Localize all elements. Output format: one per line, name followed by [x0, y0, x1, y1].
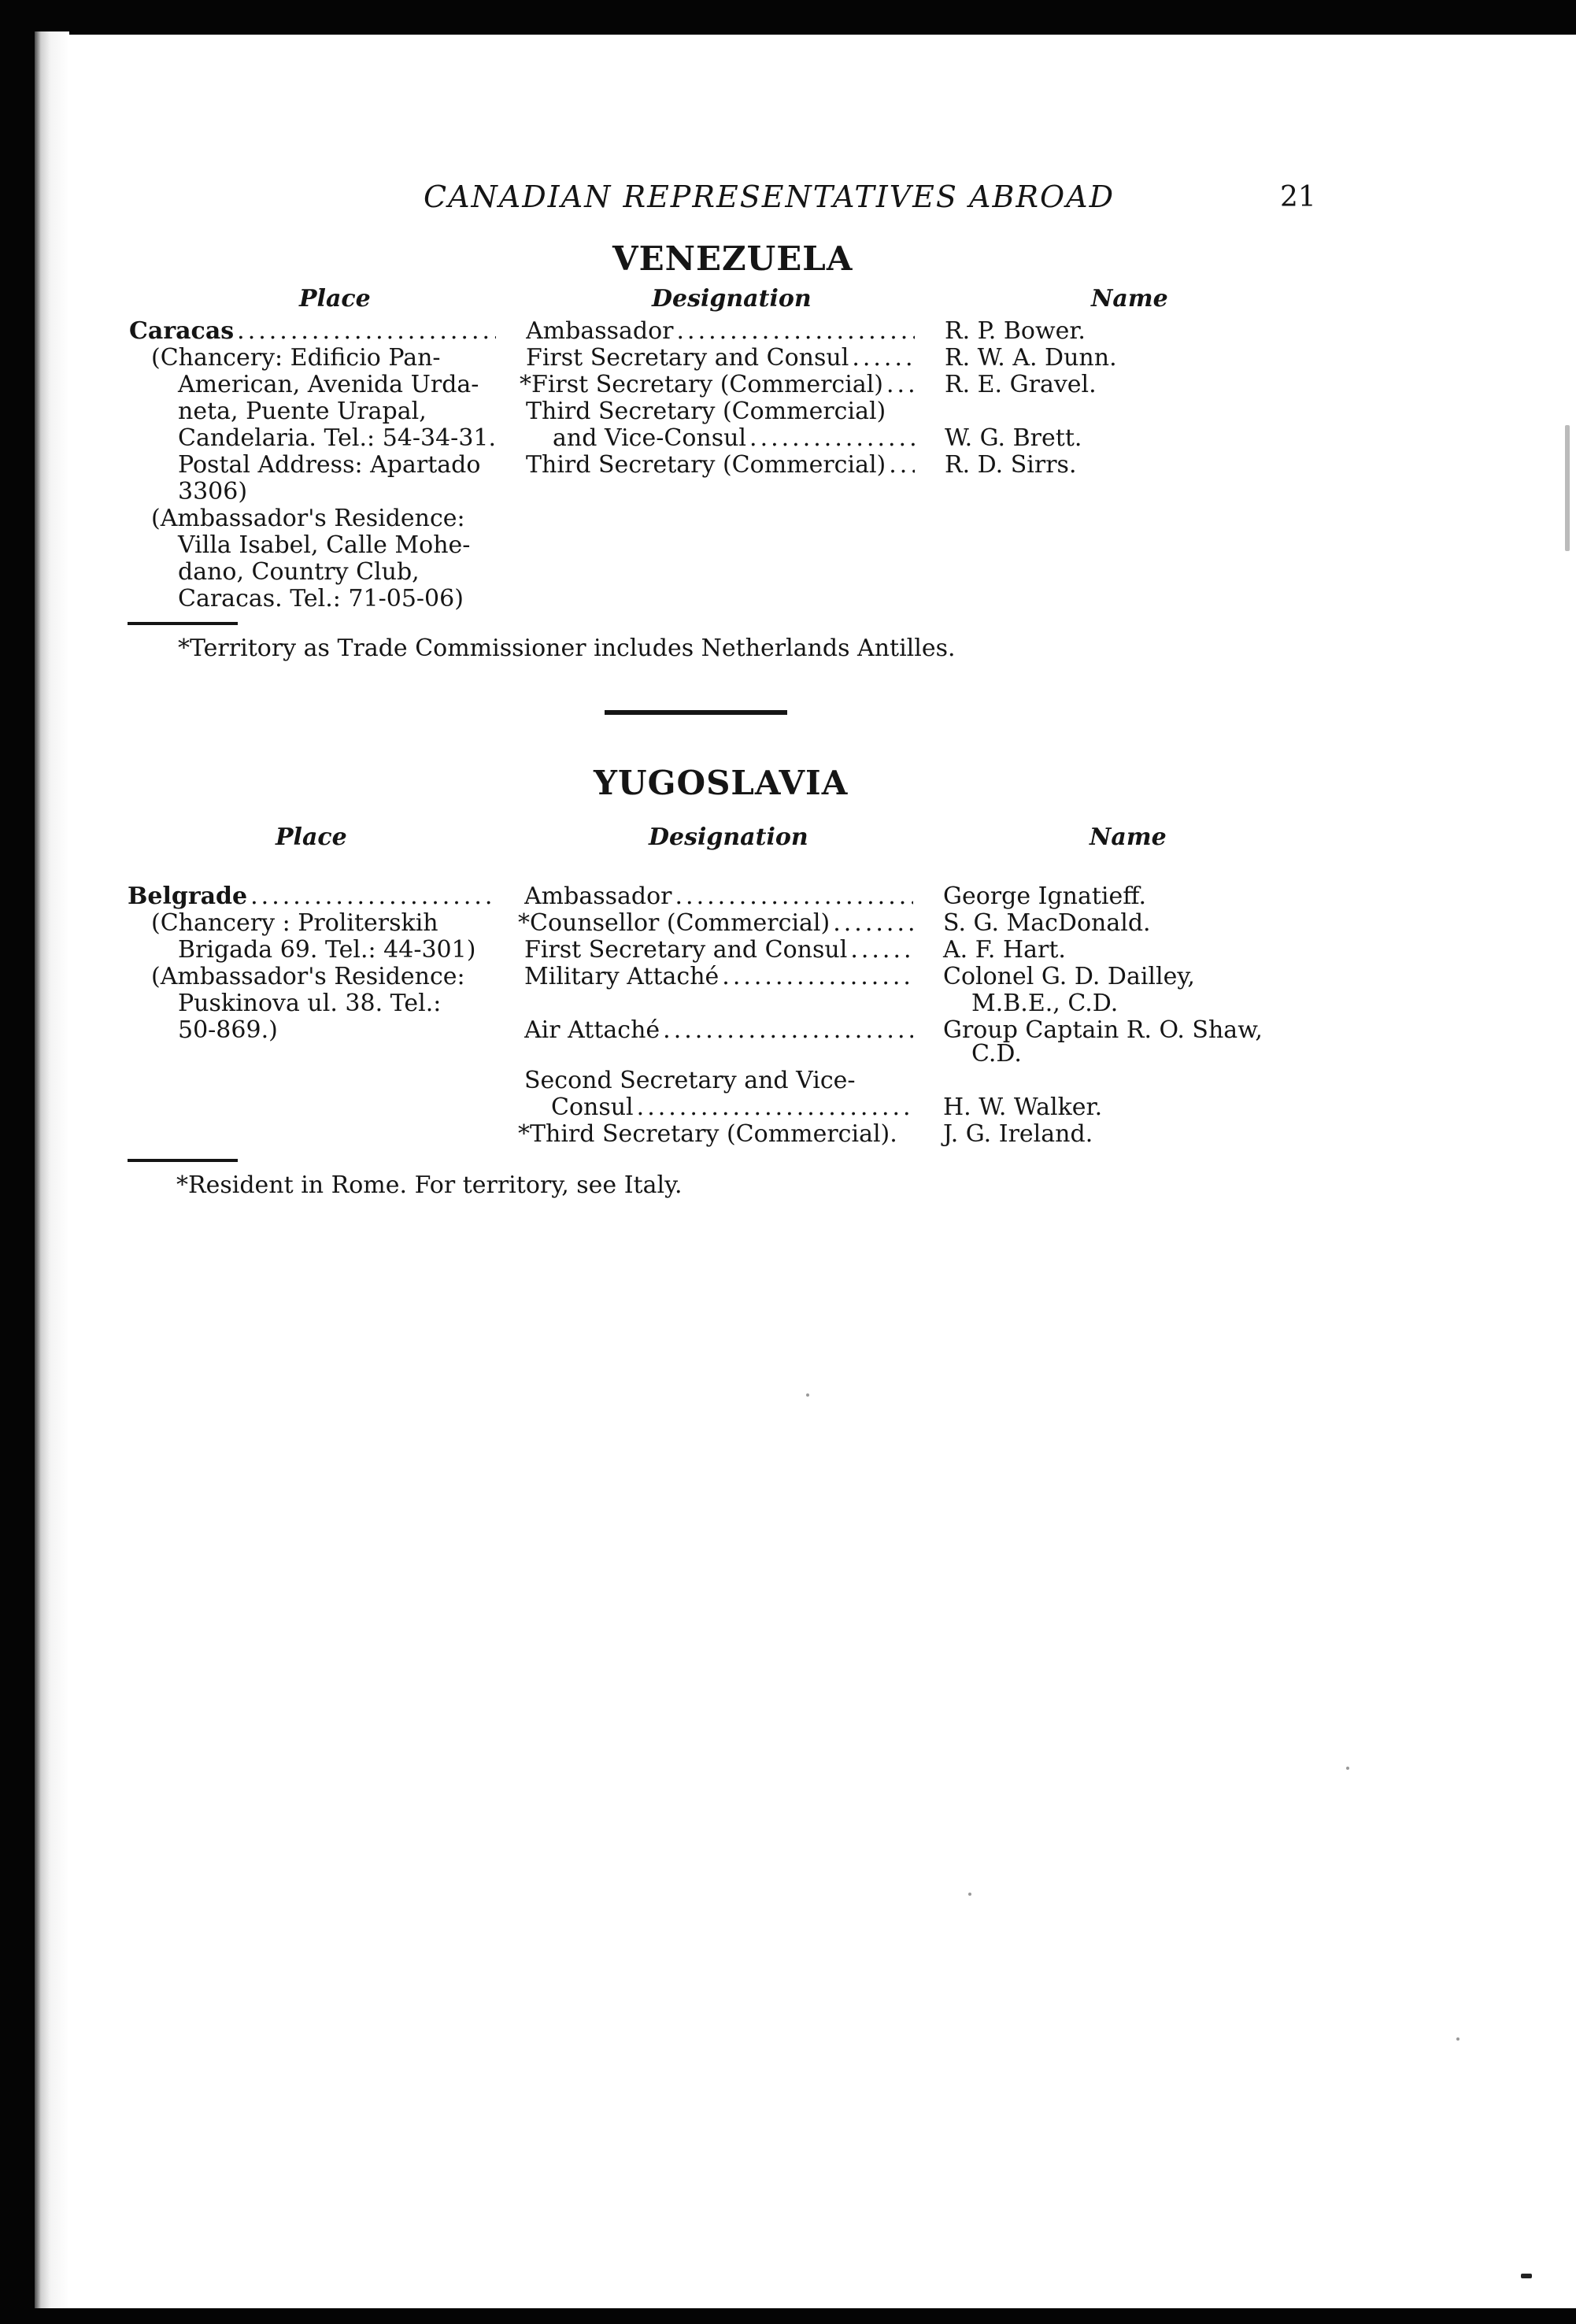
- page-number: 21: [1280, 181, 1316, 213]
- officer-name: W. G. Brett.: [945, 424, 1082, 452]
- section-divider: [605, 710, 787, 715]
- scan-speck: [1521, 2274, 1532, 2278]
- dot-leader: [722, 964, 913, 990]
- officer-name: J. G. Ireland.: [943, 1120, 1093, 1148]
- designation-text: Third Secretary (Commercial): [526, 452, 886, 479]
- place-city-row: [129, 318, 499, 345]
- dot-leader: [833, 910, 913, 937]
- dot-leader: [637, 1094, 913, 1121]
- place-line: 50-869.): [178, 1016, 278, 1044]
- place-line: Candelaria. Tel.: 54-34-31.: [178, 424, 497, 452]
- officer-name: A. F. Hart.: [943, 936, 1066, 964]
- column-header-designation: Designation: [649, 823, 808, 851]
- officer-name: Colonel G. D. Dailley,: [943, 963, 1195, 990]
- place-line: Caracas. Tel.: 71-05-06): [178, 585, 464, 612]
- scan-speck: [968, 1893, 971, 1896]
- designation-text: Consul: [551, 1094, 634, 1121]
- designation-text: *First Secretary (Commercial): [520, 372, 883, 398]
- designation-text: Third Secretary (Commercial): [526, 398, 886, 425]
- place-line: (Chancery : Proliterskih: [151, 909, 438, 937]
- designation-row: [526, 345, 918, 372]
- designation-text: Ambassador: [524, 883, 672, 910]
- designation-row: [524, 964, 916, 990]
- designation-row: [518, 910, 916, 937]
- dot-leader: [889, 452, 915, 479]
- place-line: (Chancery: Edificio Pan-: [151, 344, 441, 372]
- designation-text: *Third Secretary (Commercial).: [518, 1120, 897, 1148]
- dot-leader: [886, 372, 915, 398]
- designation-text: Air Attaché: [524, 1017, 660, 1044]
- column-header-name: Name: [1090, 823, 1167, 851]
- footnote-yugoslavia: *Resident in Rome. For territory, see Italy.: [176, 1171, 683, 1199]
- dot-leader: [675, 883, 914, 910]
- place-line: (Ambassador's Residence:: [151, 505, 465, 532]
- place-line: Brigada 69. Tel.: 44-301): [178, 936, 476, 964]
- designation-row: [524, 1017, 916, 1044]
- designation-text: and Vice-Consul: [553, 425, 747, 452]
- officer-name: R. P. Bower.: [945, 317, 1086, 345]
- dot-leader: [250, 883, 494, 910]
- designation-text: First Secretary and Consul: [524, 937, 848, 964]
- designation-row: [551, 1094, 916, 1121]
- running-title: CANADIAN REPRESENTATIVES ABROAD: [424, 179, 1115, 214]
- column-header-designation: Designation: [652, 285, 812, 313]
- designation-row: [526, 452, 918, 479]
- designation-text: Military Attaché: [524, 964, 720, 990]
- designation-row: [526, 318, 918, 345]
- place-city: Caracas: [129, 318, 235, 345]
- dot-leader: [677, 318, 916, 345]
- officer-name: R. E. Gravel.: [945, 371, 1097, 398]
- designation-text: *Counsellor (Commercial): [518, 910, 831, 937]
- designation-row: [524, 883, 916, 910]
- place-city: Belgrade: [128, 883, 248, 910]
- officer-name: H. W. Walker.: [943, 1094, 1103, 1121]
- footnote-venezuela: *Territory as Trade Commissioner includes Netherlands Antilles.: [178, 635, 956, 662]
- dot-leader: [749, 425, 915, 452]
- scan-speck: [1456, 2037, 1459, 2041]
- designation-row: [520, 372, 918, 398]
- officer-name: R. W. A. Dunn.: [945, 344, 1117, 372]
- officer-name: S. G. MacDonald.: [943, 909, 1151, 937]
- designation-row: [524, 937, 916, 964]
- designation-row: [553, 425, 918, 452]
- scan-speck: [1346, 1767, 1349, 1770]
- place-line: (Ambassador's Residence:: [151, 963, 465, 990]
- place-city-row: [128, 883, 498, 910]
- place-line: Villa Isabel, Calle Mohe-: [178, 531, 471, 559]
- column-header-place: Place: [299, 285, 371, 313]
- designation-text: Second Secretary and Vice-: [524, 1067, 856, 1094]
- place-line: Postal Address: Apartado: [178, 451, 481, 479]
- place-line: 3306): [178, 478, 248, 505]
- officer-name: Group Captain R. O. Shaw,: [943, 1016, 1263, 1044]
- footnote-rule: [128, 1159, 238, 1162]
- dot-leader: [663, 1017, 913, 1044]
- scan-speck: [1565, 425, 1570, 551]
- footnote-rule: [128, 622, 238, 625]
- dot-leader: [852, 345, 915, 372]
- dot-leader: [850, 937, 913, 964]
- place-line: American, Avenida Urda-: [178, 371, 479, 398]
- officer-name: George Ignatieff.: [943, 883, 1147, 910]
- officer-name: C.D.: [971, 1040, 1022, 1068]
- designation-text: Ambassador: [526, 318, 674, 345]
- place-line: dano, Country Club,: [178, 558, 420, 586]
- country-heading-venezuela: VENEZUELA: [612, 239, 853, 278]
- officer-name: M.B.E., C.D.: [971, 990, 1119, 1017]
- column-header-place: Place: [276, 823, 347, 851]
- scan-speck: [806, 1393, 809, 1397]
- designation-text: First Secretary and Consul: [526, 345, 849, 372]
- officer-name: R. D. Sirrs.: [945, 451, 1077, 479]
- place-line: neta, Puente Urapal,: [178, 398, 427, 425]
- column-header-name: Name: [1091, 285, 1168, 313]
- dot-leader: [237, 318, 496, 345]
- country-heading-yugoslavia: YUGOSLAVIA: [594, 764, 849, 802]
- place-line: Puskinova ul. 38. Tel.:: [178, 990, 442, 1017]
